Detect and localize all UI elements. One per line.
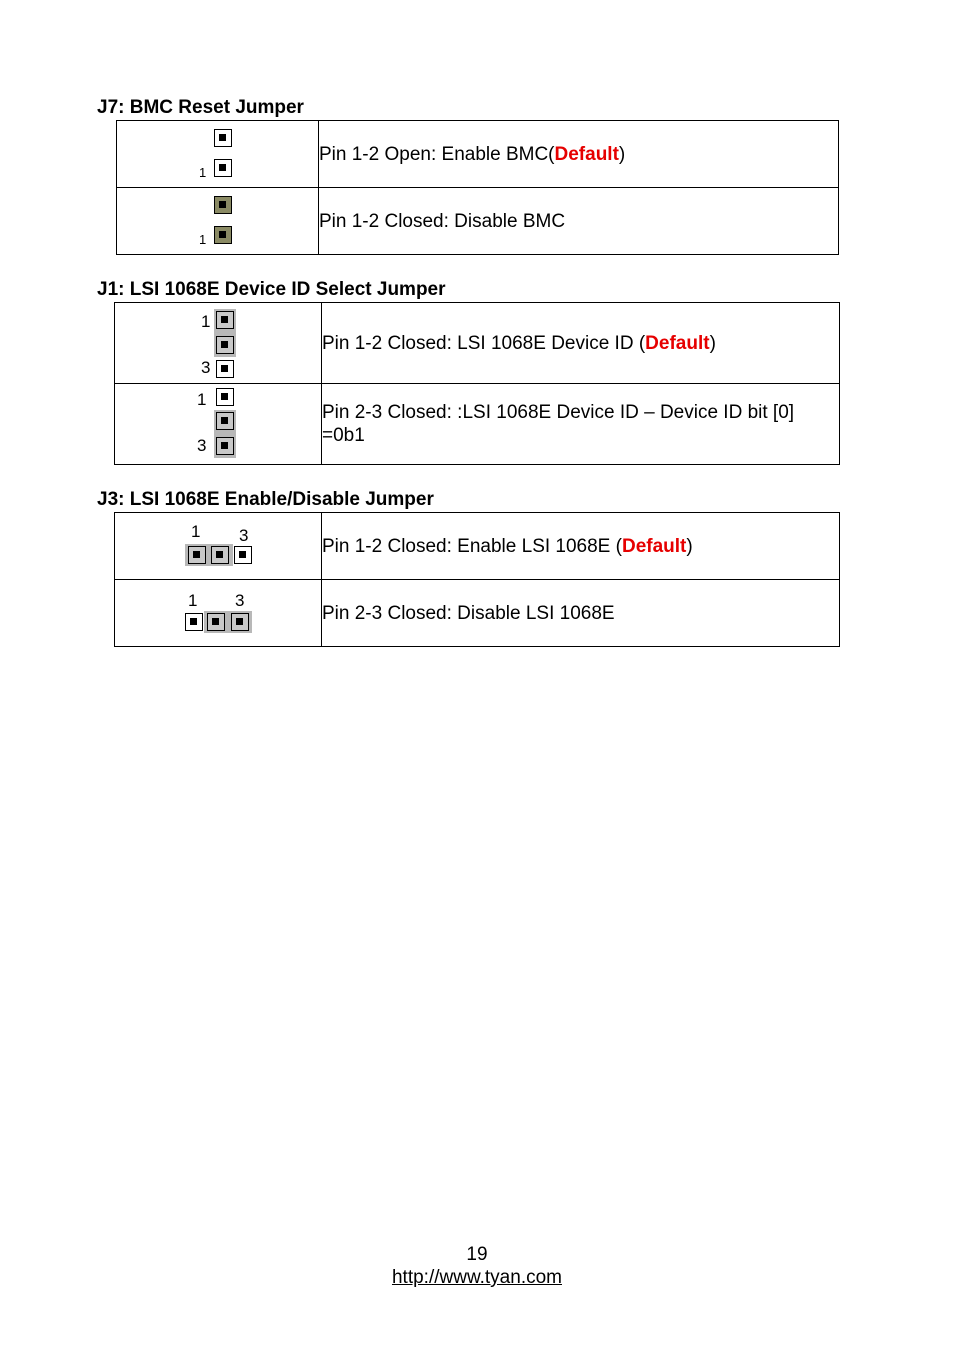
j3-row-alt — [115, 580, 840, 647]
pin-label-1: 1 — [191, 522, 201, 541]
pin-label-3: 3 — [235, 591, 245, 610]
j7-closed-diagram — [117, 188, 319, 255]
j1-alt-diagram — [115, 384, 322, 465]
pin-label-3: 3 — [239, 526, 249, 545]
page-number: 19 — [466, 1244, 488, 1265]
pin-2-icon — [207, 613, 225, 631]
pin-label: 1 — [199, 165, 207, 180]
footer-url-link[interactable]: http://www.tyan.com — [391, 1267, 562, 1288]
pin-label-3: 3 — [201, 358, 211, 377]
j3-default-diagram — [115, 513, 322, 580]
j7-open-description: Pin 1-2 Open: Enable BMC(Default) — [319, 121, 839, 188]
pin-1-icon — [216, 311, 234, 329]
pin-1-icon — [214, 159, 232, 177]
j1-row-alt — [115, 384, 840, 465]
j3-default-description: Pin 1-2 Closed: Enable LSI 1068E (Default) — [322, 513, 840, 580]
pin-label: 1 — [199, 232, 207, 247]
j7-heading: J7: BMC Reset Jumper — [97, 97, 304, 118]
j1-heading: J1: LSI 1068E Device ID Select Jumper — [97, 279, 446, 300]
pin-2-icon — [216, 336, 234, 354]
j3-table — [114, 512, 840, 647]
footer-url-container — [0, 1266, 954, 1289]
pin-1-icon — [185, 613, 203, 631]
j7-open-diagram — [117, 121, 319, 188]
j3-alt-diagram — [115, 580, 322, 647]
j3-row-default — [115, 513, 840, 580]
j7-row-closed — [117, 188, 839, 255]
pin-1-icon — [216, 388, 234, 406]
j1-default-diagram — [115, 303, 322, 384]
pin-3-icon — [231, 613, 249, 631]
pin-2-icon — [211, 546, 229, 564]
j1-table — [114, 302, 840, 465]
j3-heading: J3: LSI 1068E Enable/Disable Jumper — [97, 489, 434, 510]
j1-default-description: Pin 1-2 Closed: LSI 1068E Device ID (Default) — [322, 303, 840, 384]
j7-row-open — [117, 121, 839, 188]
pin-3-icon — [216, 360, 234, 378]
pin-label-1: 1 — [201, 312, 211, 331]
pin-2-icon — [216, 412, 234, 430]
pin-label-3: 3 — [197, 436, 207, 455]
j7-closed-description: Pin 1-2 Closed: Disable BMC — [319, 188, 839, 255]
pin-1-icon — [188, 546, 206, 564]
pin-label-1: 1 — [188, 591, 198, 610]
default-label: Default — [621, 535, 687, 557]
pin-3-icon — [216, 437, 234, 455]
j1-row-default — [115, 303, 840, 384]
pin-2-icon — [214, 196, 232, 214]
j3-alt-description: Pin 2-3 Closed: Disable LSI 1068E — [322, 580, 840, 647]
pin-2-icon — [214, 129, 232, 147]
pin-label-1: 1 — [197, 390, 207, 409]
pin-1-icon — [214, 226, 232, 244]
j7-table — [116, 120, 839, 255]
pin-3-icon — [234, 546, 252, 564]
default-label: Default — [645, 332, 710, 354]
j1-alt-description: Pin 2-3 Closed: :LSI 1068E Device ID – Device ID bit [0] =0b1 — [322, 384, 840, 465]
default-label: Default — [554, 143, 619, 165]
